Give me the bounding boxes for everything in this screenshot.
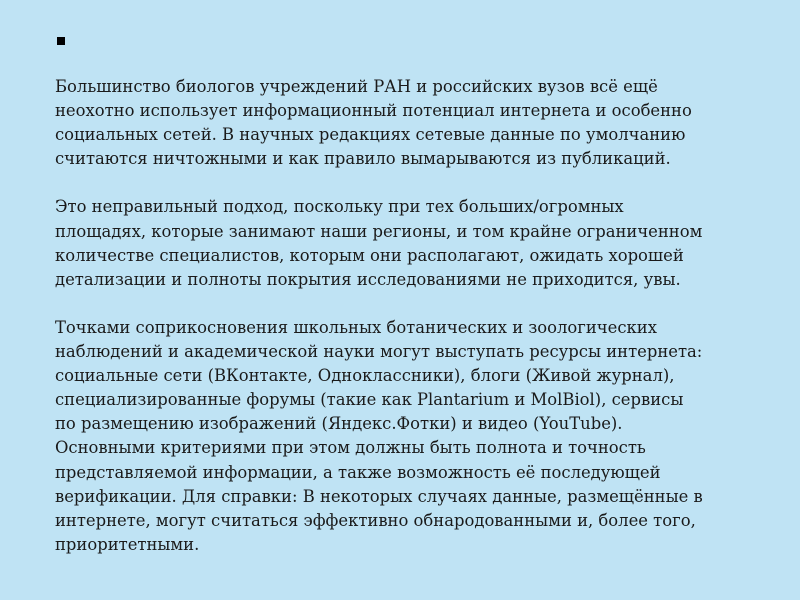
text-line: Большинство биологов учреждений РАН и российских вузов всё ещё (55, 77, 658, 96)
text-line: верификации. Для справки: В некоторых случаях данные, размещённые в (55, 486, 703, 506)
square-bullet-icon (57, 37, 65, 45)
text-line: наблюдений и академической науки могут выступать ресурсы интернета: (55, 342, 703, 362)
text-line: Основными критериями при этом должны быть полнота и точность (55, 438, 646, 458)
paragraph-2 (55, 195, 775, 291)
text-line: по размещению изображений (Яндекс.Фотки) и видео (YouTube). (55, 414, 623, 434)
text-line: детализации и полноты покрытия исследованиями не приходится, увы. (55, 269, 681, 289)
text-line: площадях, которые занимают наши регионы, и том крайне ограниченном (55, 221, 703, 241)
text-line: представляемой информации, а также возможность её последующей (55, 462, 661, 482)
slide-body-text (55, 75, 775, 557)
text-line: специализированные форумы (такие как Plantarium и MolBiol), сервисы (55, 390, 684, 410)
text-line: Это неправильный подход, поскольку при тех больших/огромных (55, 197, 624, 217)
text-line: социальные сети (ВКонтакте, Одноклассники), блоги (Живой журнал), (55, 366, 675, 386)
text-line: приоритетными. (55, 534, 200, 554)
text-line: социальных сетей. В научных редакциях сетевые данные по умолчанию (55, 125, 686, 145)
text-line: количестве специалистов, которым они располагают, ожидать хорошей (55, 245, 684, 265)
text-line: неохотно использует информационный потенциал интернета и особенно (55, 101, 692, 121)
paragraph-3 (55, 316, 775, 557)
text-line: Точками соприкосновения школьных ботанических и зоологических (55, 317, 657, 337)
paragraph-1 (55, 75, 775, 171)
text-line: интернете, могут считаться эффективно обнародованными и, более того, (55, 510, 696, 530)
text-line: считаются ничтожными и как правило вымарываются из публикаций. (55, 149, 671, 169)
